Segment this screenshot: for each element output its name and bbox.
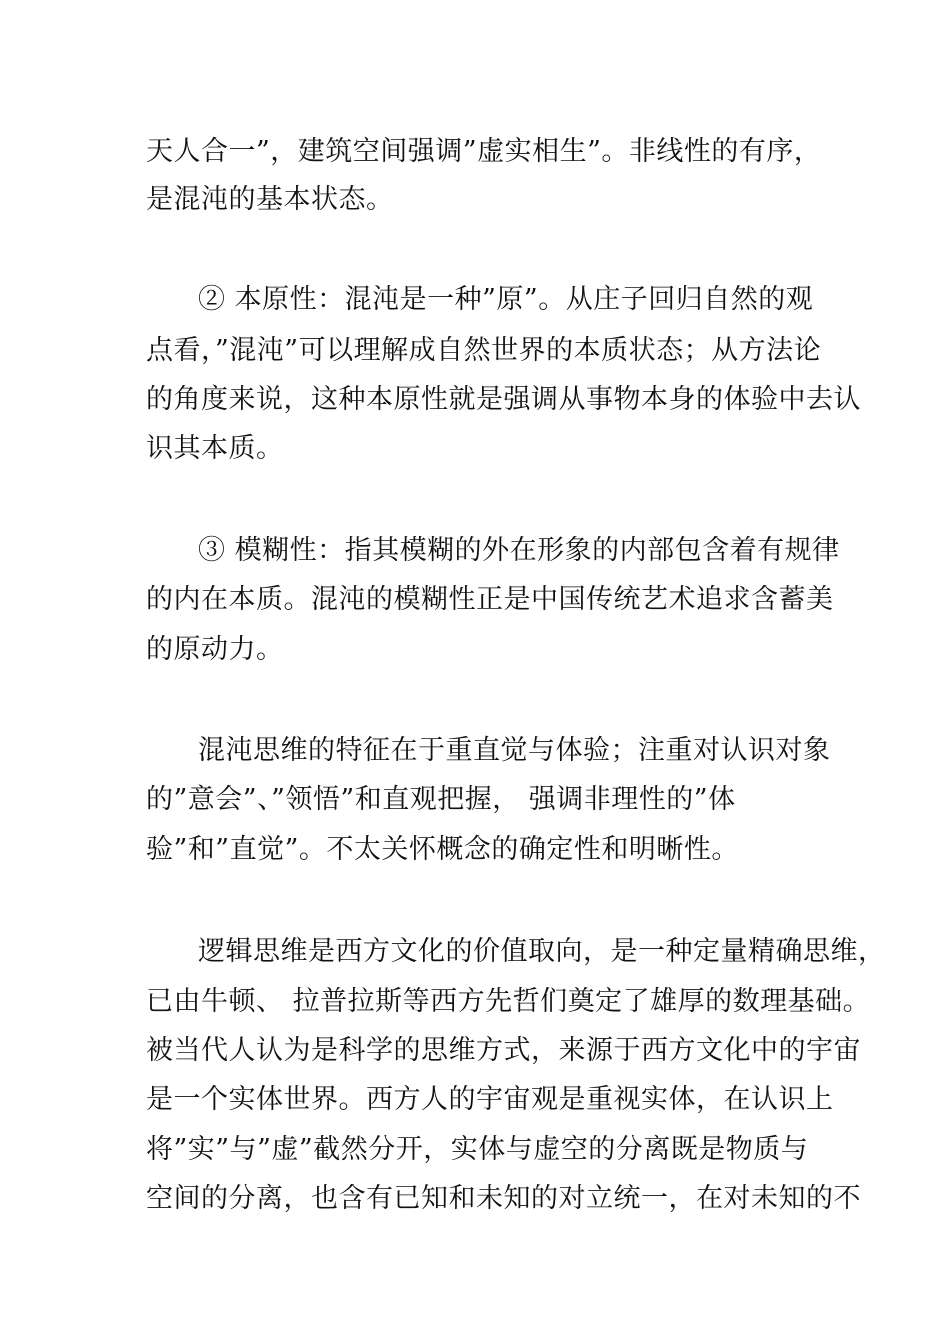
paragraph-5-line-3: 被当代人认为是科学的思维方式，来源于西方文化中的宇宙 (146, 1035, 861, 1066)
paragraph-5-line-2: 已由牛顿、 拉普拉斯等西方先哲们奠定了雄厚的数理基础。 (146, 986, 871, 1017)
paragraph-4-line-2: 的”意会”、”领悟”和直观把握， 强调非理性的”体 (146, 784, 736, 815)
paragraph-5-line-4: 是一个实体世界。西方人的宇宙观是重视实体，在认识上 (146, 1084, 834, 1115)
paragraph-3-line-3: 的原动力。 (146, 634, 284, 665)
paragraph-2-line-1: ② 本原性：混沌是一种”原”。从庄子回归自然的观 (198, 284, 814, 315)
paragraph-2-line-4: 识其本质。 (146, 433, 284, 464)
paragraph-1-line-1: 天人合一”，建筑空间强调”虚实相生”。非线性的有序， (146, 136, 822, 167)
paragraph-5-line-1: 逻辑思维是西方文化的价值取向，是一种定量精确思维， (198, 936, 886, 967)
paragraph-4-line-3: 验”和”直觉”。不太关怀概念的确定性和明晰性。 (146, 834, 739, 865)
paragraph-1-line-2: 是混沌的基本状态。 (146, 184, 394, 215)
paragraph-3-line-2: 的内在本质。混沌的模糊性正是中国传统艺术追求含蓄美 (146, 584, 834, 615)
paragraph-4-line-1: 混沌思维的特征在于重直觉与体验；注重对认识对象 (198, 735, 831, 766)
paragraph-2-line-2: 点看，”混沌”可以理解成自然世界的本质状态；从方法论 (146, 335, 822, 366)
paragraph-5-line-6: 空间的分离，也含有已知和未知的对立统一，在对未知的不 (146, 1183, 861, 1214)
paragraph-3-line-1: ③ 模糊性：指其模糊的外在形象的内部包含着有规律 (198, 535, 840, 566)
paragraph-5-line-5: 将”实”与”虚”截然分开，实体与虚空的分离既是物质与 (146, 1134, 809, 1165)
paragraph-2-line-3: 的角度来说，这种本原性就是强调从事物本身的体验中去认 (146, 384, 861, 415)
